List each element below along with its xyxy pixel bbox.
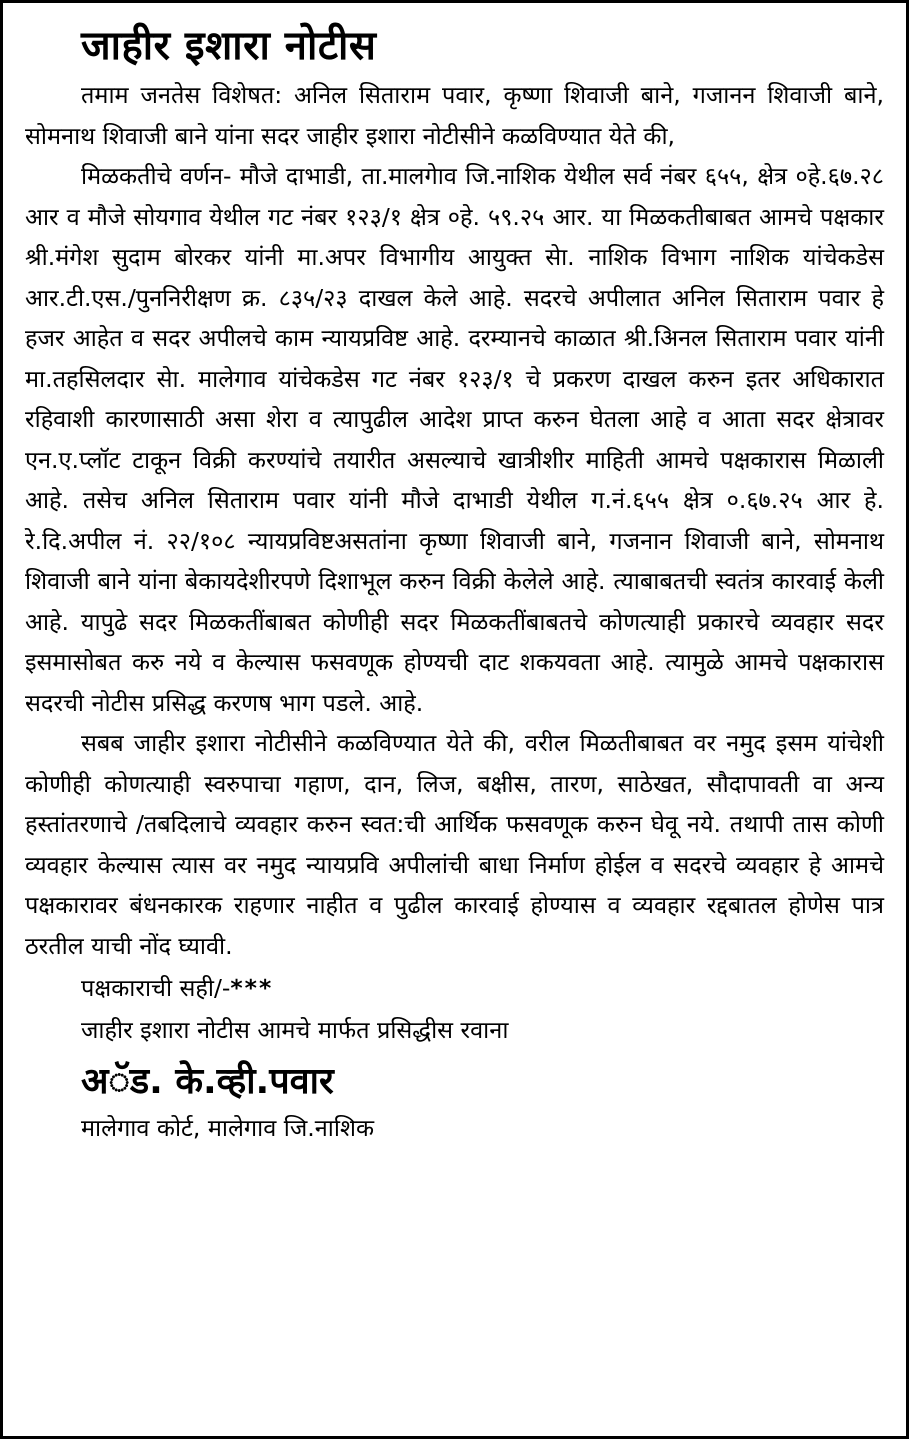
signature-mark: *** — [230, 974, 274, 1002]
dispatch-line: जाहीर इशारा नोटीस आमचे मार्फत प्रसिद्धीस रवाना — [81, 1016, 509, 1044]
advocate-name: अॅड. के.व्ही.पवार — [81, 1061, 334, 1102]
notice-paragraph-property-details: मिळकतीचे वर्णन- मौजे दाभाडी, ता.मालगेाव जि.नाशिक येथील सर्व नंबर ६५५, क्षेत्र ०हे.६७.२८ आर व मौजे सोयगाव येथील गट नंबर १२३/१ क्षेत्र ०हे. ५९.२५ आर. या मिळकतीबाबत आमचे पक्षकार श्री.मंगेश सुदाम बोरकर यांनी मा.अपर विभागीय आयुक्त सेा. नाशिक विभाग नाशिक यांचेकडेस आर.टी.एस./पुननिरीक्षण क्र. ८३५/२३ दाखल केले आहे. सदरचे अपीलात अनिल सिताराम पवार हे हजर आहेत व सदर अपीलचे काम न्यायप्रविष्ट आहे. दरम्यानचे काळात श्री.अिनल सिताराम पवार यांनी मा.तहसिलदार सेा. मालेगाव यांचेकडेस गट नंबर १२३/१ चे प्रकरण दाखल करुन इतर अधिकारात रहिवाशी कारणासाठी असा शेरा व त्यापुढील आदेश प्राप्त करुन घेतला आहे व आता सदर क्षेत्रावर एन.ए.प्लॉट टाकून विक्री करण्यांचे तयारीत असल्याचे खात्रीशीर माहिती आमचे पक्षकारास मिळाली आहे. तसेच अनिल सिताराम पवार यांनी मौजे दाभाडी येथील ग.नं.६५५ क्षेत्र ०.६७.२५ आर हे. रे.दि.अपील नं. २२/१०८ न्यायप्रविष्टअसतांना कृष्णा शिवाजी बाने, गजनान शिवाजी बाने, सोमनाथ शिवाजी बाने यांना बेकायदेशीरपणे दिशाभूल करुन विक्री केलेले आहे. त्याबाबतची स्वतंत्र कारवाई केली आहे. यापुढे सदर मिळकतींबाबत कोणीही सदर मिळकतींबाबतचे कोणत्याही प्रकारचे व्यवहार सदर इसमासोबत करु नये व केल्यास फसवणूक होण्यची दाट शकयवता आहे. त्यामुळे आमचे पक्षकारास सदरची नोटीस प्रसिद्ध करणष भाग पडले. आहे. — [25, 162, 884, 717]
notice-paragraph-addressees: तमाम जनतेस विशेषत: अनिल सिताराम पवार, कृष्णा शिवाजी बाने, गजानन शिवाजी बाने, सोमनाथ शिवाजी बाने यांना सदर जाहीर इशारा नोटीसीने कळविण्यात येते की, — [25, 81, 884, 150]
client-signature-line — [81, 968, 884, 1008]
notice-title: जाहीर इशारा नोटीस — [81, 23, 377, 69]
advocate-address: मालेगाव कोर्ट, मालेगाव जि.नाशिक — [81, 1114, 375, 1142]
client-signature-label: पक्षकाराची सही/- — [81, 974, 231, 1002]
notice-body — [25, 75, 884, 966]
notice-paragraph-warning: सबब जाहीर इशारा नोटीसीने कळविण्यात येते की, वरील मिळतीबाबत वर नमुद इसम यांचेशी कोणीही कोणत्याही स्वरुपाचा गहाण, दान, लिज, बक्षीस, तारण, साठेखत, सौदापावती वा अन्य हस्तांतरणाचे /तबदिलाचे व्यवहार करुन स्वत:ची आर्थिक फसवणूक करुन घेवू नये. तथापी तास कोणी व्यवहार केल्यास त्यास वर नमुद न्यायप्रवि अपीलांची बाधा निर्माण होईल व सदरचे व्यवहार हे आमचे पक्षकारावर बंधनकारक राहणार नाहीत व पुढील कारवाई होण्यास व व्यवहार रद्दबातल होणेस पात्र ठरतील याची नोंद घ्यावी. — [25, 729, 884, 960]
